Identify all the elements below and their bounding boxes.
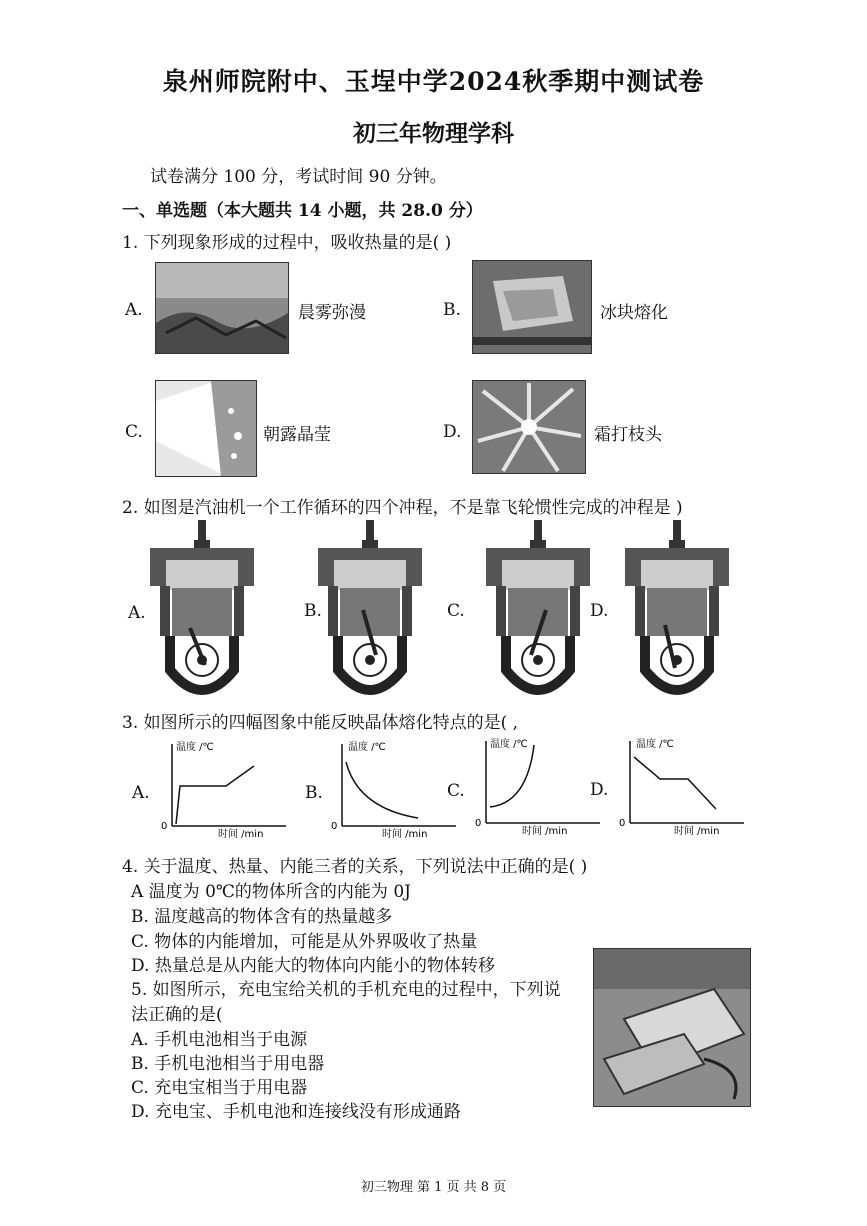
q1-option-a-text: 晨雾弥漫 — [298, 303, 366, 323]
q4-option-d: D. 热量总是从内能大的物体向内能小的物体转移 — [131, 956, 495, 976]
x-axis-label: 时间 /min — [522, 826, 568, 835]
q3-stem: 3. 如图所示的四幅图象中能反映晶体熔化特点的是( , — [122, 713, 519, 733]
q1-fog-photo — [155, 262, 289, 354]
q3-option-d: D. — [590, 780, 609, 800]
q2-option-d: D. — [590, 601, 609, 621]
q5-option-c: C. 充电宝相当于用电器 — [131, 1078, 308, 1098]
y-axis-label: 温度 /℃ — [348, 742, 386, 753]
q1-option-c-letter: C. — [125, 422, 143, 442]
y-axis-label: 温度 /℃ — [176, 742, 214, 753]
curve-b — [346, 762, 418, 818]
q4-option-b: B. 温度越高的物体含有的热量越多 — [131, 907, 393, 927]
q3-option-c: C. — [447, 781, 465, 801]
q1-option-a-letter: A. — [125, 300, 143, 320]
curve-c — [490, 745, 534, 807]
q1-frost-photo — [472, 380, 586, 474]
q5-option-b: B. 手机电池相当于用电器 — [131, 1054, 325, 1074]
engine-figure-d — [625, 520, 729, 690]
q1-option-b-letter: B. — [443, 300, 461, 320]
q4-option-a: A 温度为 0℃的物体所含的内能为 0J — [131, 882, 411, 902]
q1-dew-photo — [155, 380, 257, 477]
q5-powerbank-photo — [593, 948, 751, 1107]
q5-option-d: D. 充电宝、手机电池和连接线没有形成通路 — [131, 1102, 461, 1122]
y-axis-label: 温度 /℃ — [490, 739, 528, 750]
x-axis-label: 时间 /min — [218, 829, 264, 838]
frost-branch-image — [473, 381, 585, 473]
q5-stem-line2: 法正确的是( — [131, 1005, 223, 1025]
powerbank-charging-image — [594, 949, 750, 1106]
q1-stem: 1. 下列现象形成的过程中，吸收热量的是( ) — [122, 233, 452, 253]
x-axis-label: 时间 /min — [674, 826, 720, 835]
engine-figure-b — [318, 520, 422, 690]
curve-a — [176, 766, 254, 824]
origin-label: 0 — [619, 818, 626, 829]
q1-option-d-text: 霜打枝头 — [594, 425, 662, 445]
q1-option-b-text: 冰块熔化 — [600, 303, 668, 323]
page-footer: 初三物理 第 1 页 共 8 页 — [360, 1180, 507, 1195]
origin-label: 0 — [161, 821, 168, 832]
origin-label: 0 — [331, 821, 338, 832]
q3-graph-b — [328, 738, 468, 838]
q1-ice-photo — [472, 260, 592, 354]
engine-figure-c — [486, 520, 590, 690]
curve-d — [634, 757, 716, 809]
q2-option-a: A. — [128, 603, 146, 623]
q1-option-d-letter: D. — [443, 422, 462, 442]
dew-leaf-image — [156, 381, 256, 476]
engine-figure-a — [150, 520, 254, 690]
exam-title: 泉州师院附中、玉埕中学2024秋季期中测试卷 — [162, 67, 705, 96]
q1-option-c-text: 朝露晶莹 — [263, 425, 331, 445]
q4-option-c: C. 物体的内能增加，可能是从外界吸收了热量 — [131, 932, 478, 952]
q3-graph-a — [158, 738, 298, 838]
x-axis-label: 时间 /min — [382, 829, 428, 838]
exam-subtitle: 初三年物理学科 — [353, 120, 514, 147]
q2-option-c: C. — [447, 601, 465, 621]
q3-graph-d — [616, 735, 756, 835]
q5-stem-line1: 5. 如图所示，充电宝给关机的手机充电的过程中，下列说 — [131, 980, 561, 1000]
origin-label: 0 — [475, 818, 482, 829]
q4-stem: 4. 关于温度、热量、内能三者的关系，下列说法中正确的是( ) — [122, 857, 588, 877]
q3-option-a: A. — [132, 783, 150, 803]
fog-image — [156, 263, 288, 353]
q2-option-b: B. — [304, 601, 322, 621]
q3-graph-c — [472, 735, 612, 835]
exam-intro: 试卷满分 100 分，考试时间 90 分钟。 — [150, 167, 447, 187]
q5-option-a: A. 手机电池相当于电源 — [131, 1030, 308, 1050]
melting-ice-image — [473, 261, 591, 353]
y-axis-label: 温度 /℃ — [636, 739, 674, 750]
q3-option-b: B. — [305, 783, 323, 803]
q2-stem: 2. 如图是汽油机一个工作循环的四个冲程，不是靠飞轮惯性完成的冲程是 ) — [122, 498, 683, 518]
section-heading: 一、单选题（本大题共 14 小题，共 28.0 分） — [122, 201, 483, 221]
